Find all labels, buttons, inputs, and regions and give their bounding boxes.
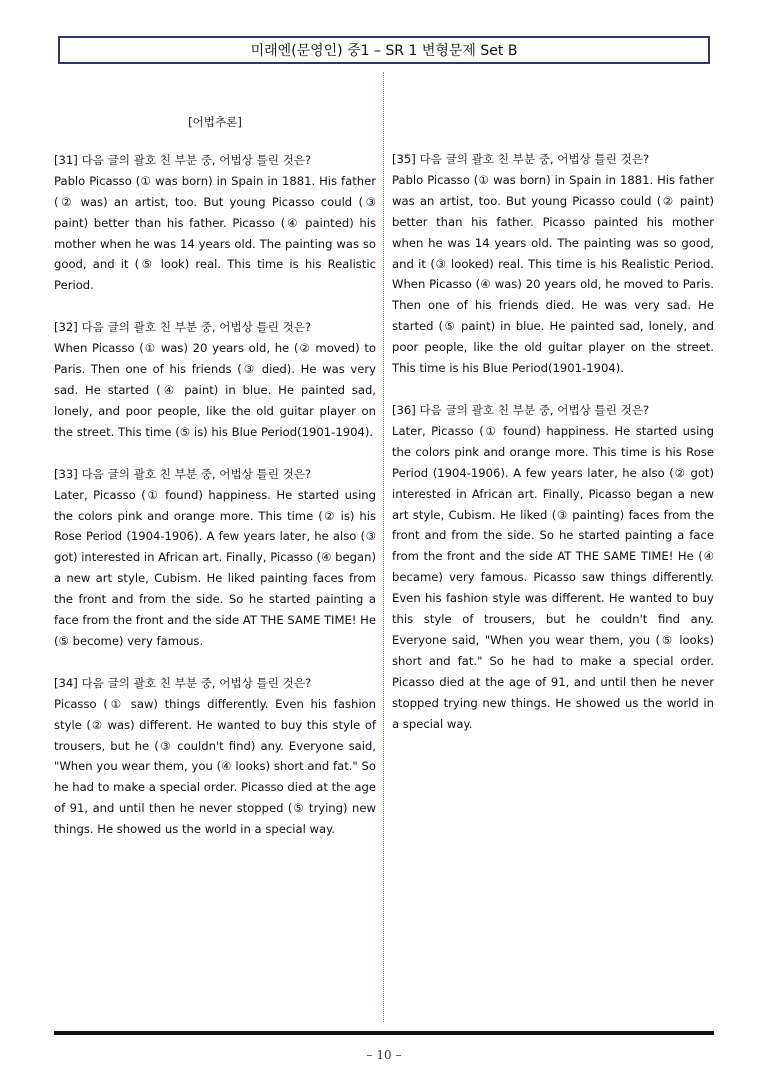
right-column bbox=[392, 149, 714, 755]
question-heading: [32] 다음 글의 괄호 친 부분 중, 어법상 틀린 것은? bbox=[54, 320, 312, 335]
footer-rule bbox=[54, 1031, 714, 1035]
question-heading: [35] 다음 글의 괄호 친 부분 중, 어법상 틀린 것은? bbox=[392, 152, 650, 166]
question-heading: [34] 다음 글의 괄호 친 부분 중, 어법상 틀린 것은? bbox=[54, 675, 312, 690]
question-passage: Later, Picasso (① found) happiness. He started using the colors pink and orange more. This time (② is) his Rose Period (1904-1906). A few years later, he also (③ got) interested in African art. Finally, Picasso (④ began) a new art style, Cubism. He liked painting faces from the front and from the side. So he started painting a face from the front and the side AT THE SAME TIME! He (⑤ become) very famous. bbox=[54, 487, 376, 648]
question-passage: Later, Picasso (① found) happiness. He started using the colors pink and orange more. This time is his Rose Period (1904-1906). A few years later, he also (② got) interested in African art. Finally, Picasso began a new art style, Cubism. He liked (③ painting) faces from the front and from the side. So he started painting a face from the front and the side AT THE SAME TIME! He (④ became) very famous. Picasso saw things differently. Even his fashion style was different. He wanted to buy this style of trousers, but he couldn't find any. Everyone said, "When you wear them, you (⑤ looks) short and fat." So he had to make a special order. Picasso died at the age of 91, and until then he never stopped trying new things. He showed us the world in a special way. bbox=[392, 423, 714, 731]
left-column bbox=[54, 100, 376, 861]
question-35 bbox=[392, 149, 714, 379]
question-heading: [33] 다음 글의 괄호 친 부분 중, 어법상 틀린 것은? bbox=[54, 466, 312, 481]
question-heading: [31] 다음 글의 괄호 친 부분 중, 어법상 틀린 것은? bbox=[54, 152, 312, 167]
question-34 bbox=[54, 673, 376, 840]
question-passage: Pablo Picasso (① was born) in Spain in 1881. His father (② was) an artist, too. But young Picasso could (③ paint) better than his father. Picasso (④ painted) his mother when he was 14 years old. The painting was so good, and it (⑤ look) real. This time is his Realistic Period. bbox=[54, 173, 376, 293]
page-title-text: 미래엔(문영인) 중1 – SR 1 변형문제 Set B bbox=[250, 43, 518, 59]
question-31 bbox=[54, 150, 376, 296]
question-passage: Picasso (① saw) things differently. Even his fashion style (② was) different. He wanted to buy this style of trousers, but he (③ couldn't find) any. Everyone said, "When you wear them, you (④ looks) short and fat." So he had to make a special order. Picasso died at the age of 91, and until then he never stopped (⑤ trying) new things. He showed us the world in a special way. bbox=[54, 696, 376, 837]
question-heading: [36] 다음 글의 괄호 친 부분 중, 어법상 틀린 것은? bbox=[392, 402, 650, 417]
question-passage: Pablo Picasso (① was born) in Spain in 1881. His father was an artist, too. But young Picasso could (② paint) better than his father. Picasso painted his mother when he was 14 years old. The painting was so good, and it (③ looked) real. This time is his Realistic Period. When Picasso (④ was) 20 years old, he moved to Paris. Then one of his friends died. He was very sad. He started (⑤ paint) in blue. He painted sad, lonely, and poor people, like the old guitar player on the street. This time is his Blue Period(1901-1904). bbox=[392, 172, 714, 376]
page-title bbox=[58, 36, 710, 64]
section-label: [어법추론] bbox=[188, 115, 242, 129]
column-divider bbox=[383, 72, 384, 1022]
question-36 bbox=[392, 400, 714, 735]
question-32 bbox=[54, 317, 376, 442]
question-33 bbox=[54, 464, 376, 652]
page-number: – 10 – bbox=[366, 1048, 402, 1062]
question-passage: When Picasso (① was) 20 years old, he (② moved) to Paris. Then one of his friends (③ died). He was very sad. He started (④ paint) in blue. He painted sad, lonely, and poor people, like the old guitar player on the street. This time (⑤ is) his Blue Period(1901-1904). bbox=[54, 341, 376, 439]
